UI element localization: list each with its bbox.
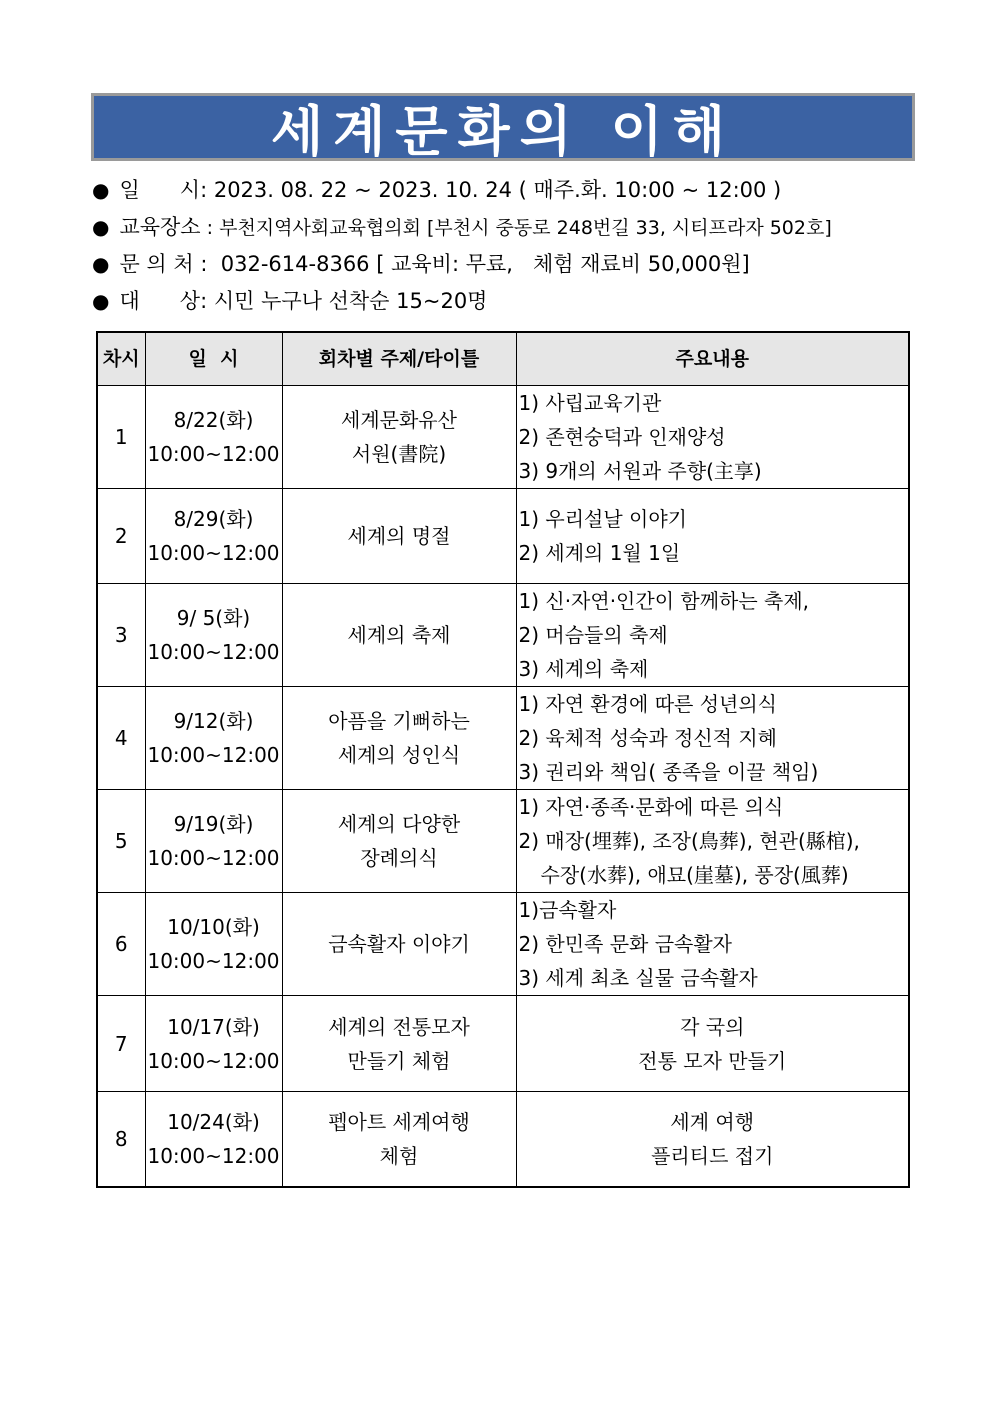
session-datetime (145, 489, 282, 584)
topic-line: 금속활자 이야기 (328, 932, 470, 956)
table-row (97, 893, 909, 996)
info-label: 문 의 처 (119, 252, 194, 276)
session-topic (282, 584, 516, 687)
table-row (97, 584, 909, 687)
content-line: 1) 자연 환경에 따른 성년의식 (518, 692, 777, 716)
info-label: 일 시 (119, 178, 201, 202)
session-content (516, 1092, 909, 1187)
info-value: : 시민 누구나 선착순 15~20명 (200, 289, 488, 313)
topic-line: 서원(書院) (351, 442, 447, 466)
session-topic (282, 489, 516, 584)
content-line: 2) 존현숭덕과 인재양성 (518, 425, 726, 449)
title-banner (91, 93, 915, 161)
content-line: 3) 세계 최초 실물 금속활자 (518, 966, 758, 990)
session-number: 4 (97, 687, 145, 790)
topic-line: 아픔을 기뻐하는 (328, 709, 470, 733)
session-number: 3 (97, 584, 145, 687)
session-date: 9/ 5(화) (176, 606, 251, 630)
session-topic (282, 996, 516, 1092)
session-time: 10:00~12:00 (147, 640, 280, 664)
topic-line: 세계의 전통모자 (328, 1014, 470, 1039)
session-date: 9/19(화) (173, 812, 254, 836)
content-line: 2) 머슴들의 축제 (518, 623, 668, 647)
session-time: 10:00~12:00 (147, 743, 280, 767)
session-datetime (145, 893, 282, 996)
session-date: 9/12(화) (173, 709, 254, 733)
session-time: 10:00~12:00 (147, 1143, 280, 1168)
topic-line: 세계문화유산 (341, 408, 457, 432)
page-title: 세계문화의 이해 (271, 99, 735, 163)
session-datetime (145, 584, 282, 687)
topic-line: 펩아트 세계여행 (328, 1109, 470, 1134)
info-value: : 부천지역사회교육협의회 [부천시 중동로 248번길 33, 시티프라자 502호] (200, 217, 832, 239)
session-time: 10:00~12:00 (147, 1048, 280, 1073)
session-content (516, 386, 909, 489)
session-topic (282, 790, 516, 893)
session-topic (282, 386, 516, 489)
session-datetime (145, 1092, 282, 1187)
content-line: 3) 권리와 책임( 종족을 이끌 책임) (518, 760, 819, 784)
info-value: : 032-614-8366 [ 교육비: 무료, 체험 재료비 50,000원] (193, 252, 750, 276)
table-row (97, 1092, 909, 1187)
content-line: 2) 세계의 1월 1일 (518, 541, 681, 565)
topic-line: 장례의식 (360, 846, 438, 870)
header-datetime: 일 시 (145, 332, 282, 386)
session-content (516, 893, 909, 996)
header-session: 차시 (97, 332, 145, 386)
topic-line: 세계의 명절 (347, 524, 451, 548)
topic-line: 체험 (379, 1143, 419, 1168)
content-line: 2) 육체적 성숙과 정신적 지혜 (518, 726, 777, 750)
bullet-icon: ● (92, 252, 110, 276)
session-content (516, 584, 909, 687)
bullet-icon: ● (92, 178, 110, 202)
session-date: 10/17(화) (167, 1014, 260, 1039)
session-number: 5 (97, 790, 145, 893)
session-date: 8/22(화) (173, 408, 254, 432)
session-content (516, 790, 909, 893)
info-schedule (92, 175, 781, 205)
content-line: 각 국의 (680, 1014, 745, 1039)
header-topic: 회차별 주제/타이틀 (282, 332, 516, 386)
content-line: 3) 9개의 서원과 주향(主享) (518, 459, 762, 483)
topic-line: 세계의 다양한 (337, 812, 461, 836)
content-line: 1) 자연·종족·문화에 따른 의식 (518, 795, 784, 819)
session-datetime (145, 996, 282, 1092)
session-content (516, 687, 909, 790)
session-topic (282, 893, 516, 996)
content-line: 1)금속활자 (518, 898, 617, 922)
content-line: 2) 매장(埋葬), 조장(鳥葬), 현관(縣棺), (518, 829, 860, 853)
session-datetime (145, 687, 282, 790)
content-line: 1) 우리설날 이야기 (518, 507, 687, 531)
info-location (92, 212, 832, 243)
content-line: 전통 모자 만들기 (638, 1048, 787, 1073)
topic-line: 세계의 축제 (347, 623, 451, 647)
table-row (97, 386, 909, 489)
session-content (516, 996, 909, 1092)
session-time: 10:00~12:00 (147, 442, 280, 466)
session-time: 10:00~12:00 (147, 541, 280, 565)
content-line: 2) 한민족 문화 금속활자 (518, 932, 732, 956)
session-number: 1 (97, 386, 145, 489)
session-date: 10/10(화) (167, 915, 260, 939)
table-row (97, 790, 909, 893)
session-time: 10:00~12:00 (147, 949, 280, 973)
session-content (516, 489, 909, 584)
content-line: 세계 여행 (670, 1109, 755, 1134)
topic-line: 만들기 체험 (347, 1048, 451, 1073)
session-date: 10/24(화) (167, 1109, 260, 1134)
info-target (92, 286, 487, 316)
info-contact (92, 249, 750, 279)
info-value: : 2023. 08. 22 ~ 2023. 10. 24 ( 매주.화. 10:00 ~ 12:00 ) (200, 178, 782, 202)
header-content: 주요내용 (516, 332, 909, 386)
session-date: 8/29(화) (173, 507, 254, 531)
session-topic (282, 687, 516, 790)
table-row (97, 687, 909, 790)
bullet-icon: ● (92, 289, 110, 313)
session-number: 2 (97, 489, 145, 584)
table-row (97, 996, 909, 1092)
info-label: 교육장소 (119, 215, 201, 239)
bullet-icon: ● (92, 215, 110, 239)
content-line: 수장(水葬), 애묘(崖墓), 풍장(風葬) (540, 863, 849, 887)
table-header-row (97, 332, 909, 386)
session-time: 10:00~12:00 (147, 846, 280, 870)
session-number: 8 (97, 1092, 145, 1187)
session-number: 6 (97, 893, 145, 996)
schedule-table (96, 331, 910, 1188)
content-line: 3) 세계의 축제 (518, 657, 649, 681)
info-label: 대 상 (119, 289, 201, 313)
session-datetime (145, 386, 282, 489)
session-topic (282, 1092, 516, 1187)
content-line: 1) 사립교육기관 (518, 391, 662, 415)
table-row (97, 489, 909, 584)
topic-line: 세계의 성인식 (337, 743, 461, 767)
content-line: 1) 신·자연·인간이 함께하는 축제, (518, 589, 810, 613)
session-number: 7 (97, 996, 145, 1092)
session-datetime (145, 790, 282, 893)
content-line: 플리티드 접기 (651, 1143, 774, 1168)
